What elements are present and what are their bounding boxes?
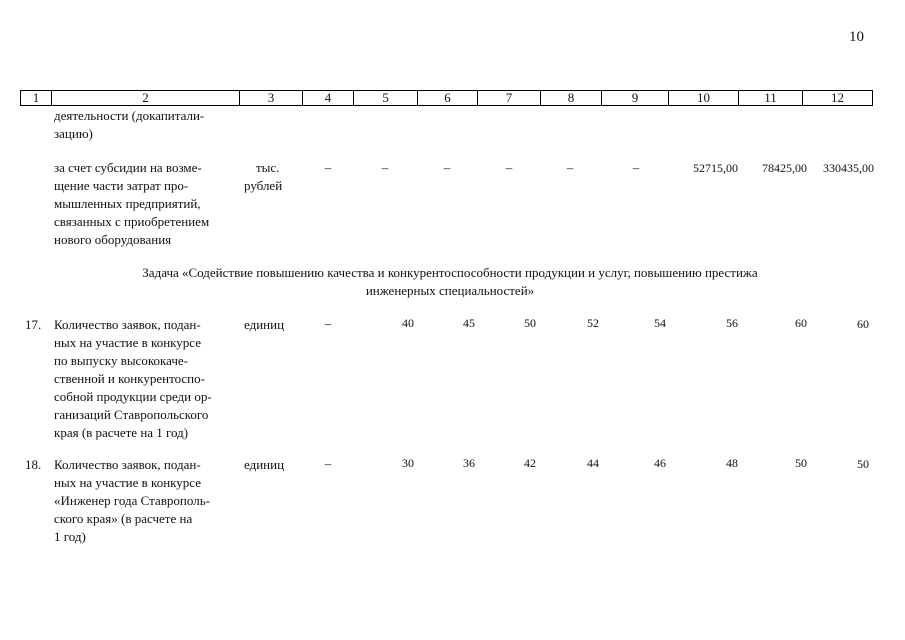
row-18-col4: – bbox=[324, 456, 332, 471]
desc-line: Количество заявок, подан- bbox=[54, 457, 201, 472]
row-17-unit: единиц bbox=[244, 317, 285, 332]
col-header-4: 4 bbox=[303, 91, 354, 105]
task-line: инженерных специальностей» bbox=[365, 283, 535, 298]
row-18-col11: 50 bbox=[795, 456, 807, 470]
desc-line: связанных с приобретением bbox=[54, 214, 210, 229]
subsidy-col10: 52715,00 bbox=[693, 161, 738, 175]
subsidy-col11: 78425,00 bbox=[762, 161, 807, 175]
desc-line: собной продукции среди ор- bbox=[54, 389, 212, 404]
page-number: 10 bbox=[849, 29, 864, 45]
desc-line: мышленных предприятий, bbox=[54, 196, 201, 211]
row-17-col7: 50 bbox=[524, 316, 536, 330]
row-18-col8: 44 bbox=[587, 456, 599, 470]
desc-line: ского края» (в расчете на bbox=[54, 511, 193, 526]
subsidy-col5: – bbox=[381, 160, 389, 175]
desc-line: 1 год) bbox=[54, 529, 86, 544]
row-18-col9: 46 bbox=[654, 456, 666, 470]
row-18-description bbox=[54, 456, 238, 546]
col-header-10: 10 bbox=[669, 91, 739, 105]
subsidy-col8: – bbox=[566, 160, 574, 175]
desc-line: ных на участие в конкурсе bbox=[54, 335, 201, 350]
desc-line: ных на участие в конкурсе bbox=[54, 475, 201, 490]
unit-line: тыс. bbox=[256, 160, 280, 175]
desc-line: Количество заявок, подан- bbox=[54, 317, 201, 332]
task-heading bbox=[60, 264, 840, 300]
row-18-col6: 36 bbox=[463, 456, 475, 470]
desc-line: ственной и конкурентоспо- bbox=[54, 371, 205, 386]
subsidy-col7: – bbox=[505, 160, 513, 175]
col-header-5: 5 bbox=[354, 91, 418, 105]
row-18-col10: 48 bbox=[726, 456, 738, 470]
col-header-11: 11 bbox=[739, 91, 803, 105]
row-17-col4: – bbox=[324, 316, 332, 331]
row-17-col11: 60 bbox=[795, 316, 807, 330]
subsidy-description bbox=[54, 159, 238, 249]
row-17-number: 17. bbox=[25, 317, 42, 332]
row-18-col5: 30 bbox=[402, 456, 414, 470]
row-17-description bbox=[54, 316, 238, 442]
desc-line: края (в расчете на 1 год) bbox=[54, 425, 189, 440]
row-17-col6: 45 bbox=[463, 316, 475, 330]
row-17-col12: 60 bbox=[857, 317, 869, 331]
subsidy-col4: – bbox=[324, 160, 332, 175]
col-header-12: 12 bbox=[831, 90, 844, 105]
col-header-8: 8 bbox=[541, 91, 602, 105]
row-17-col8: 52 bbox=[587, 316, 599, 330]
task-line: Задача «Содействие повышению качества и конкурентоспособности продукции и услуг, повышению престижа bbox=[142, 265, 758, 280]
unit-line: рублей bbox=[244, 178, 283, 193]
row-18-col12: 50 bbox=[857, 457, 869, 471]
col-header-9: 9 bbox=[602, 91, 669, 105]
col-header-7: 7 bbox=[478, 91, 541, 105]
desc-line: нового оборудования bbox=[54, 232, 172, 247]
col-header-6: 6 bbox=[418, 91, 478, 105]
desc-line: щение части затрат про- bbox=[54, 178, 189, 193]
col-header-2: 2 bbox=[52, 91, 240, 105]
col-header-1: 1 bbox=[21, 91, 52, 105]
subsidy-col9: – bbox=[632, 160, 640, 175]
col-header-3: 3 bbox=[240, 91, 303, 105]
subsidy-unit bbox=[244, 159, 282, 195]
row-18-unit: единиц bbox=[244, 457, 285, 472]
desc-line: ганизаций Ставропольского bbox=[54, 407, 209, 422]
continuation-description bbox=[54, 107, 238, 143]
desc-line: по выпуску высококаче- bbox=[54, 353, 188, 368]
row-17-col10: 56 bbox=[726, 316, 738, 330]
row-17-col9: 54 bbox=[654, 316, 666, 330]
desc-line: за счет субсидии на возме- bbox=[54, 160, 202, 175]
desc-line: деятельности (докапитали- bbox=[54, 108, 205, 123]
table-column-header-row bbox=[20, 90, 873, 106]
row-17-col5: 40 bbox=[402, 316, 414, 330]
desc-line: зацию) bbox=[54, 126, 93, 141]
subsidy-col12: 330435,00 bbox=[823, 161, 874, 175]
row-18-col7: 42 bbox=[524, 456, 536, 470]
desc-line: «Инженер года Ставрополь- bbox=[54, 493, 210, 508]
row-18-number: 18. bbox=[25, 457, 42, 472]
subsidy-col6: – bbox=[443, 160, 451, 175]
